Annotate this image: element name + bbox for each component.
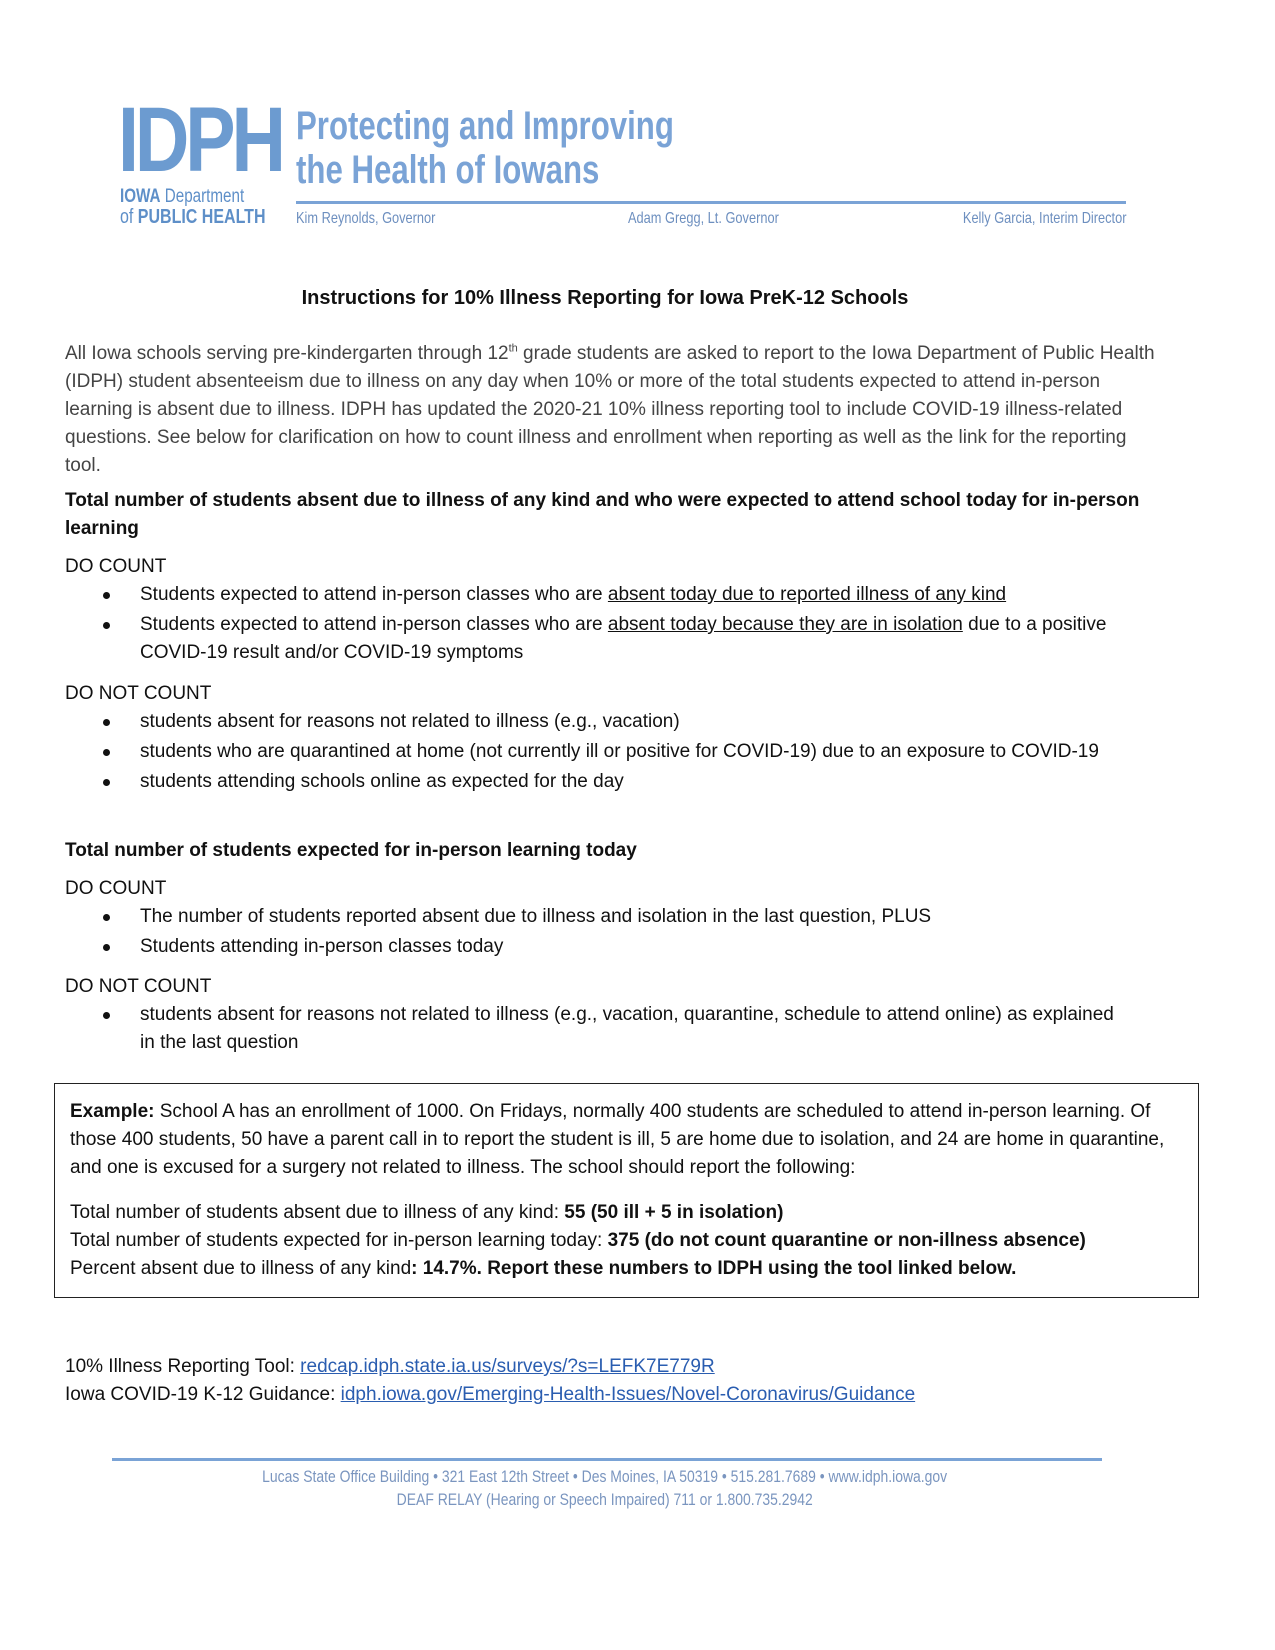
list-item-text: The number of students reported absent due to illness and isolation in the last question, PLUS	[140, 906, 932, 927]
list-item-text: students absent for reasons not related to illness (e.g., vacation, quarantine, schedule to attend online) as explained in the last question	[140, 1004, 1114, 1053]
bullet-icon	[103, 1012, 110, 1019]
footer-relay-text: DEAF RELAY (Hearing or Speech Impaired) 711 or 1.800.735.2942	[396, 1490, 814, 1509]
list-item	[65, 581, 1125, 609]
example-paragraph	[70, 1098, 1190, 1182]
section2-heading: Total number of students expected for in-person learning today	[65, 840, 637, 861]
links-section	[65, 1353, 915, 1409]
list-item	[65, 611, 1125, 667]
example-line-expected	[70, 1227, 1190, 1255]
example-results	[70, 1199, 1190, 1283]
footer-divider	[112, 1458, 1102, 1461]
logo-subtitle-2	[120, 206, 266, 228]
list-item-text: students attending schools online as expected for the day	[140, 771, 624, 792]
bullet-icon	[103, 944, 110, 951]
section1-do-not-count-list	[65, 708, 1125, 798]
example-box	[54, 1083, 1199, 1298]
example-line-text: Percent absent due to illness of any kind	[70, 1258, 412, 1279]
intro-paragraph	[65, 340, 1155, 480]
header-divider	[296, 201, 1126, 204]
section1-do-count-list	[65, 581, 1125, 669]
bullet-icon	[103, 914, 110, 921]
section2-do-not-count-list	[65, 1001, 1125, 1059]
example-line-value: 375 (do not count quarantine or non-illness absence)	[607, 1230, 1086, 1251]
logo-department: Department	[160, 186, 245, 207]
example-line-text: Total number of students expected for in-person learning today:	[70, 1230, 608, 1251]
footer-relay	[0, 1490, 1210, 1510]
logo-iowa: IOWA	[120, 186, 161, 207]
list-item	[65, 1001, 1125, 1057]
list-item-text: Students attending in-person classes today	[140, 936, 504, 957]
guidance-label: Iowa COVID-19 K-12 Guidance:	[65, 1384, 341, 1405]
tagline-line-1: Protecting and Improving	[296, 104, 674, 148]
reporting-tool-line	[65, 1353, 915, 1381]
bullet-icon	[103, 719, 110, 726]
official-governor: Kim Reynolds, Governor	[296, 210, 436, 227]
section2-do-count-list	[65, 903, 1125, 963]
list-item-underlined: absent today due to reported illness of any kind	[607, 584, 1007, 605]
idph-logo: IDPH	[118, 89, 282, 191]
intro-superscript: th	[508, 342, 518, 355]
intro-part-2: grade students are asked to report to the Iowa Department of Public Health (IDPH) student absenteeism due to illness on any day when 10% or more of the total students expected to attend in-person learning is absent due to illness. IDPH has updated the 2020-21 10% illness reporting tool to include COVID-19 illness-related questions. See below for clarification on how to count illness and enrollment when reporting as well as the link for the reporting tool.	[65, 343, 1155, 476]
tagline	[296, 104, 674, 192]
list-item-text: Students expected to attend in-person classes who are	[140, 584, 608, 605]
official-lt-governor: Adam Gregg, Lt. Governor	[628, 210, 779, 227]
reporting-tool-label: 10% Illness Reporting Tool:	[65, 1356, 301, 1377]
footer-address	[0, 1467, 1210, 1487]
example-line-value: 55 (50 ill + 5 in isolation)	[564, 1202, 784, 1223]
list-item-underlined: absent today because they are in isolation	[607, 614, 963, 635]
list-item-text: Students expected to attend in-person classes who are	[140, 614, 608, 635]
list-item-text: students absent for reasons not related to illness (e.g., vacation)	[140, 711, 680, 732]
list-item	[65, 708, 1125, 736]
reporting-tool-link[interactable]: redcap.idph.state.ia.us/surveys/?s=LEFK7E779R	[300, 1356, 715, 1377]
list-item	[65, 903, 1125, 931]
list-item-text: students who are quarantined at home (not currently ill or positive for COVID-19) due to an exposure to COVID-19	[140, 741, 1099, 762]
logo-of: of	[120, 206, 138, 228]
official-director: Kelly Garcia, Interim Director	[962, 210, 1126, 227]
example-line-absent	[70, 1199, 1190, 1227]
bullet-icon	[103, 622, 110, 629]
bullet-icon	[103, 749, 110, 756]
officials-row	[296, 210, 1126, 232]
section1-do-not-count-label: DO NOT COUNT	[65, 683, 212, 704]
bullet-icon	[103, 592, 110, 599]
guidance-line	[65, 1381, 915, 1409]
section1-do-count-label: DO COUNT	[65, 556, 167, 577]
list-item	[65, 738, 1125, 766]
document-title: Instructions for 10% Illness Reporting for Iowa PreK-12 Schools	[301, 287, 909, 309]
tagline-line-2: the Health of Iowans	[296, 148, 600, 192]
guidance-link[interactable]: idph.iowa.gov/Emerging-Health-Issues/Novel-Coronavirus/Guidance	[340, 1384, 916, 1405]
section2-do-not-count-label: DO NOT COUNT	[65, 976, 212, 997]
list-item-text: due to a positive COVID-19 result and/or COVID-19 symptoms	[140, 614, 1107, 663]
list-item	[65, 933, 1125, 961]
footer-address-text: Lucas State Office Building • 321 East 12th Street • Des Moines, IA 50319 • 515.281.7689 • www.idph.iowa.gov	[262, 1467, 948, 1486]
logo-subtitle-1	[120, 186, 244, 208]
section2-do-count-label: DO COUNT	[65, 878, 167, 899]
logo-public-health: PUBLIC HEALTH	[137, 206, 266, 228]
example-line-text: Total number of students absent due to illness of any kind:	[70, 1202, 565, 1223]
intro-part-1: All Iowa schools serving pre-kindergarten through 12	[65, 343, 509, 364]
section1-heading: Total number of students absent due to illness of any kind and who were expected to attend school today for in-person learning	[65, 490, 1140, 539]
bullet-icon	[103, 779, 110, 786]
example-line-value: : 14.7%. Report these numbers to IDPH using the tool linked below.	[411, 1258, 1017, 1279]
example-label: Example:	[70, 1101, 155, 1122]
example-line-percent	[70, 1255, 1190, 1283]
example-text: School A has an enrollment of 1000. On Fridays, normally 400 students are scheduled to attend in-person learning. Of those 400 students, 50 have a parent call in to report the student is ill, 5 are home due to isolation, and 24 are home in quarantine, and one is excused for a surgery not related to illness. The school should report the following:	[70, 1101, 1165, 1178]
list-item	[65, 768, 1125, 796]
